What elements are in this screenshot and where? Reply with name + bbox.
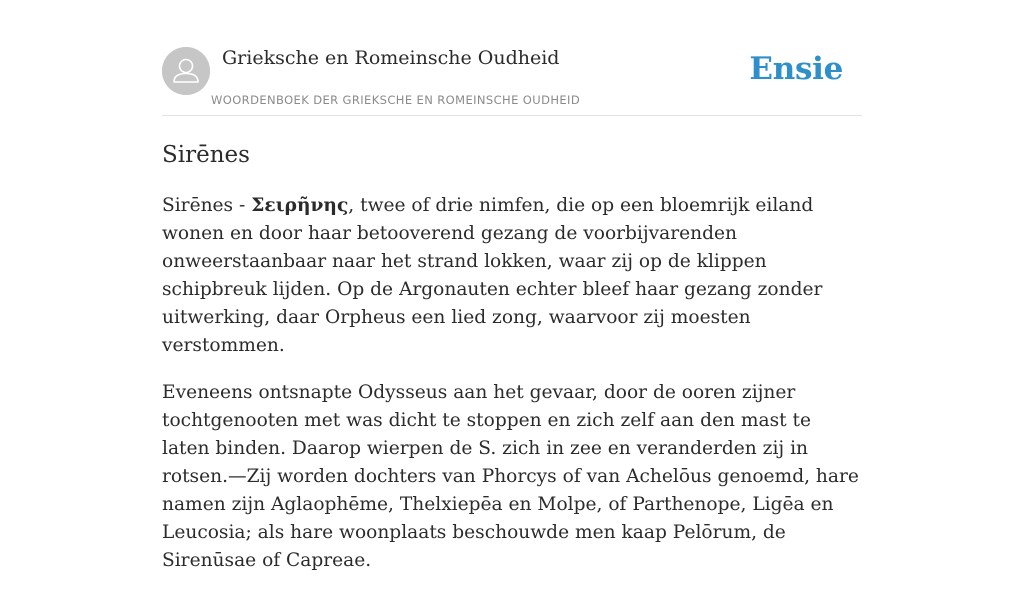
user-icon	[162, 47, 210, 95]
dictionary-subtitle: WOORDENBOEK DER GRIEKSCHE EN ROMEINSCHE OUDHEID	[211, 93, 581, 107]
dictionary-avatar[interactable]	[162, 47, 210, 95]
entry-body	[162, 192, 862, 594]
page-container	[162, 0, 862, 571]
entry-paragraph-1	[162, 192, 862, 360]
dictionary-title[interactable]: Grieksche en Romeinsche Oudheid	[222, 47, 560, 69]
greek-term: Σειρῆνης	[251, 195, 349, 216]
entry-title: Sirēnes	[162, 142, 250, 168]
ensie-logo[interactable]: Ensie	[749, 51, 843, 87]
entry-paragraph-2: Eveneens ontsnapte Odysseus aan het gevaar, door de ooren zijner tochtgenooten met was dicht te stoppen en zich zelf aan den mast te laten binden. Daarop wierpen de S. zich in zee en veranderden zij in rotsen.—Zij worden dochters van Phorcys of van Achelōus genoemd, hare namen zijn Aglaophēme, Thelxiepēa en Molpe, of Parthenope, Ligēa en Leucosia; als hare woonplaats beschouwde men kaap Pelōrum, de Sirenūsae of Capreae.	[162, 382, 859, 571]
dictionary-header	[162, 0, 862, 116]
entry-lead: Sirēnes -	[162, 195, 252, 216]
entry-paragraph-1-text: , twee of drie nimfen, die op een bloemrijk eiland wonen en door haar betooverend gezang de voorbijvarenden onweerstaanbaar naar het strand lokken, waar zij op de klippen schipbreuk lijden. Op de Argonauten echter bleef haar gezang zonder uitwerking, daar Orpheus een lied zong, waarvoor zij moesten verstommen.	[162, 195, 823, 356]
